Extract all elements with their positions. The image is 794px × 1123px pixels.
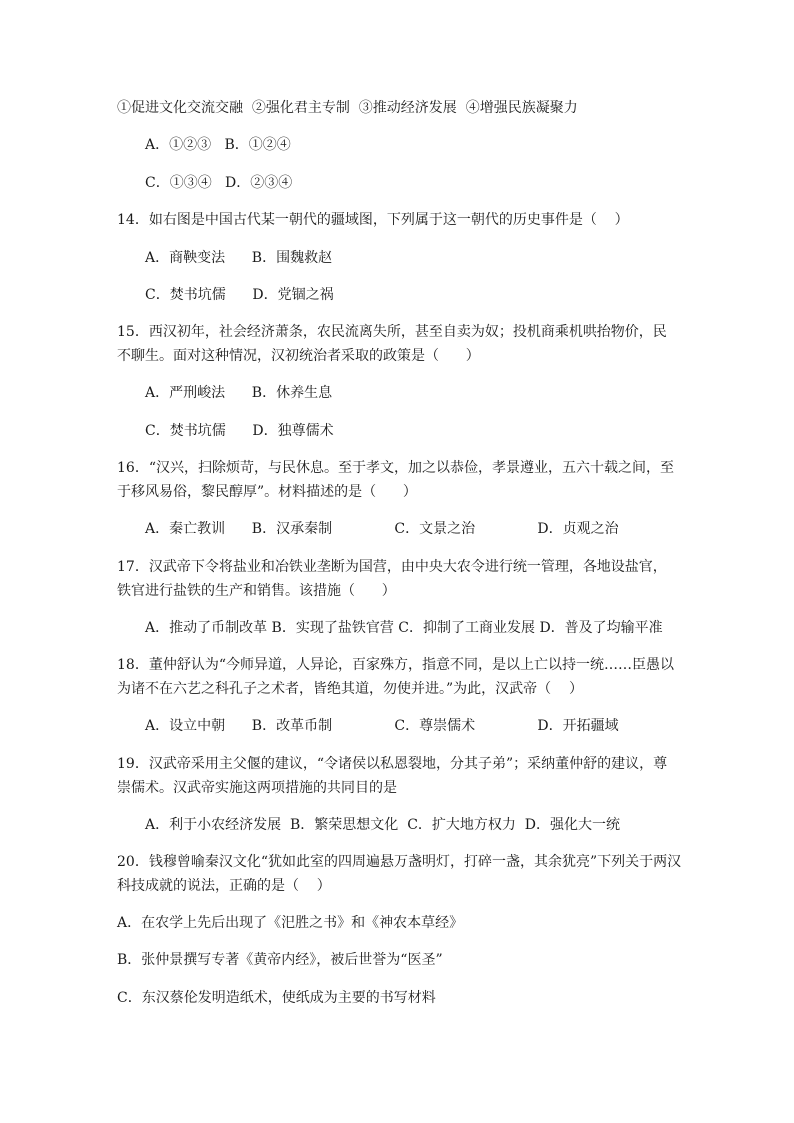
q18-options-row1: A．设立中朝 B．改革币制 C．尊崇儒术 D．开拓疆域 <box>145 718 619 734</box>
q16-options-row1: A．秦亡教训 B．汉承秦制 C．文景之治 D．贞观之治 <box>145 521 619 537</box>
q15-options-row2: C．焚书坑儒 D．独尊儒术 <box>145 423 334 439</box>
q13-options-row2: C．①③④ D．②③④ <box>145 175 293 191</box>
q19-stem-line1: 19．汉武帝采用主父偃的建议，“令诸侯以私恩裂地，分其子弟”；采纳董仲舒的建议，尊 <box>117 756 668 772</box>
q18-stem-line1: 18．董仲舒认为“今师异道，人异论，百家殊方，指意不同，是以上亡以持一统……臣愚以 <box>117 657 674 673</box>
q17-stem-line2: 铁官进行盐铁的生产和销售。该措施（ ） <box>117 583 396 599</box>
q20-option-b: B．张仲景撰写专著《黄帝内经》，被后世誉为“医圣” <box>117 952 443 968</box>
q17-options-row1: A．推动了币制改革 B．实现了盐铁官营 C．抑制了工商业发展 D．普及了均输平准 <box>145 620 663 636</box>
q14-options-row1: A．商鞅变法 B．围魏救赵 <box>145 250 333 266</box>
q20-option-a: A．在农学上先后出现了《汜胜之书》和《神农本草经》 <box>117 915 464 931</box>
q20-option-c: C．东汉蔡伦发明造纸术，使纸成为主要的书写材料 <box>117 990 436 1006</box>
q15-options-row1: A．严刑峻法 B．休养生息 <box>145 385 333 401</box>
q17-stem-line1: 17．汉武帝下令将盐业和冶铁业垄断为国营，由中央大农令进行统一管理，各地设盐官， <box>117 559 667 575</box>
q19-stem-line2: 崇儒术。汉武帝实施这两项措施的共同目的是 <box>117 780 397 796</box>
q14-stem: 14．如右图是中国古代某一朝代的疆域图，下列属于这一朝代的历史事件是（ ） <box>117 212 629 228</box>
q20-stem-line2: 科技成就的说法，正确的是（ ） <box>117 878 331 894</box>
q13-items-line: ①促进文化交流交融 ②强化君主专制 ③推动经济发展 ④增强民族凝聚力 <box>117 100 578 116</box>
q18-stem-line2: 为诸不在六艺之科孔子之术者，皆绝其道，勿使并进。”为此，汉武帝（ ） <box>117 681 583 697</box>
q14-options-row2: C．焚书坑儒 D．党锢之祸 <box>145 287 334 303</box>
q13-options-row1: A．①②③ B．①②④ <box>145 137 291 153</box>
q19-options-row1: A．利于小农经济发展 B．繁荣思想文化 C．扩大地方权力 D．强化大一统 <box>145 817 621 833</box>
q15-stem-line1: 15．西汉初年，社会经济萧条，农民流离失所，甚至自卖为奴；投机商乘机哄抬物价，民 <box>117 324 667 340</box>
q20-stem-line1: 20．钱穆曾喻秦汉文化“犹如此室的四周遍悬万盏明灯，打碎一盏，其余犹亮”下列关于两汉 <box>117 854 682 870</box>
q15-stem-line2: 不聊生。面对这种情况，汉初统治者采取的政策是（ ） <box>117 348 480 364</box>
q16-stem-line2: 于移风易俗，黎民醇厚”。材料描述的是（ ） <box>117 484 417 500</box>
q16-stem-line1: 16．“汉兴，扫除烦苛，与民休息。至于孝文，加之以恭俭，孝景遵业，五六十载之间，至 <box>117 460 674 476</box>
